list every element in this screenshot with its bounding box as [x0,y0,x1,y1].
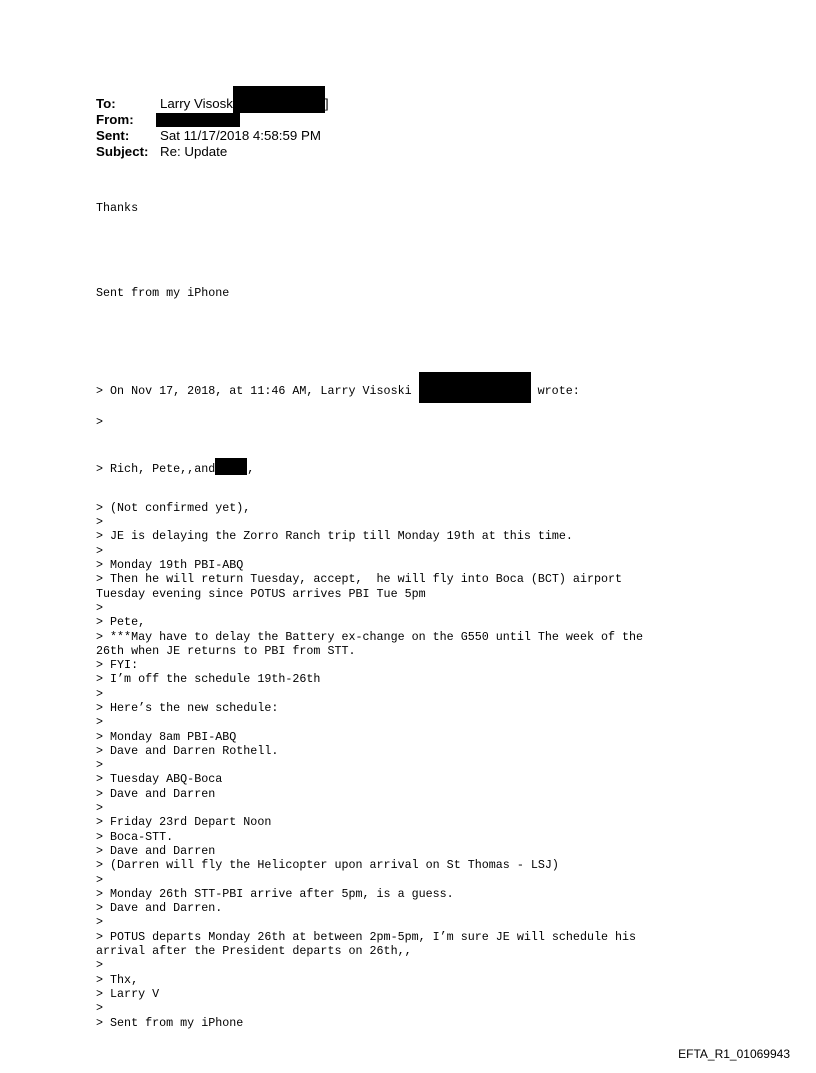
redaction-box [215,458,247,475]
quote-line: > [96,872,104,887]
quote-greeting [96,458,643,476]
quote-line: > POTUS departs Monday 26th at between 2pm-5pm, I’m sure JE will schedule his [96,929,637,944]
from-value [160,112,240,128]
quote-line: > Thx, [96,972,139,987]
quote-line: > [96,515,104,530]
reply-text: Thanks [96,200,139,215]
quote-greeting-suffix: , [247,461,255,476]
spacer [96,329,643,343]
quote-line: > Dave and Darren. [96,901,223,916]
quote-intro-suffix: wrote: [530,384,580,399]
quote-line: arrival after the President departs on 26th,, [96,944,412,959]
bates-number: EFTA_R1_01069943 [678,1047,790,1061]
subject-row [96,144,329,160]
quote-line: > [96,758,104,773]
quote-line: > [96,686,104,701]
quote-line: > [96,543,104,558]
quote-line: > Pete, [96,615,146,630]
quote-line: Tuesday evening since POTUS arrives PBI Tue 5pm [96,586,426,601]
quote-line: > Here’s the new schedule: [96,700,279,715]
quote-line: > Dave and Darren [96,843,216,858]
quote-line: > Boca-STT. [96,829,174,844]
quote-line: > Monday 19th PBI-ABQ [96,558,244,573]
redaction-box [233,86,325,113]
signature-text: Sent from my iPhone [96,286,230,301]
subject-label: Subject: [96,144,149,159]
redaction-box [156,113,240,127]
quote-line: > Monday 8am PBI-ABQ [96,729,237,744]
subject-value: Re: Update [160,144,228,159]
to-value [160,96,329,113]
spacer [96,243,643,257]
quote-intro [96,372,643,399]
email-header [96,96,329,160]
quote-line: > [96,958,104,973]
quote-line: > [96,715,104,730]
quote-line: > [96,1001,104,1016]
sent-value: Sat 11/17/2018 4:58:59 PM [160,128,321,143]
from-row [96,112,329,128]
quote-intro-prefix: > On Nov 17, 2018, at 11:46 AM, Larry Visoski [96,384,419,399]
quote-line: > [96,415,104,430]
quote-line: > ***May have to delay the Battery ex-change on the G550 until The week of the [96,629,644,644]
quote-greeting-prefix: > Rich, Pete,,and [96,461,216,476]
to-label: To: [96,96,116,111]
quote-line: > Dave and Darren Rothell. [96,743,279,758]
quote-line: > [96,600,104,615]
quote-line: > Then he will return Tuesday, accept, he will fly into Boca (BCT) airport [96,572,623,587]
from-label: From: [96,112,134,127]
sent-row [96,128,329,144]
quote-line: > JE is delaying the Zorro Ranch trip till Monday 19th at this time. [96,529,573,544]
quote-line: 26th when JE returns to PBI from STT. [96,643,356,658]
quote-line: > (Not confirmed yet), [96,500,251,515]
to-name: Larry Visosk [160,95,233,111]
email-body [96,172,643,1044]
quote-line: > [96,801,104,816]
quote-line: > (Darren will fly the Helicopter upon arrival on St Thomas - LSJ) [96,858,559,873]
quote-line: > Tuesday ABQ-Boca [96,772,223,787]
quote-line: > [96,915,104,930]
to-row [96,96,329,112]
quote-line: > Friday 23rd Depart Noon [96,815,272,830]
sent-label: Sent: [96,128,130,143]
quote-line: > I’m off the schedule 19th-26th [96,672,321,687]
redaction-box [419,372,531,403]
quote-line: > Monday 26th STT-PBI arrive after 5pm, is a guess. [96,886,454,901]
quote-line: > Dave and Darren [96,786,216,801]
quote-line: > Larry V [96,986,160,1001]
quote-line: > Sent from my iPhone [96,1015,244,1030]
quoted-message [96,501,643,1030]
to-suffix: ] [324,95,329,111]
quote-line: > FYI: [96,658,139,673]
